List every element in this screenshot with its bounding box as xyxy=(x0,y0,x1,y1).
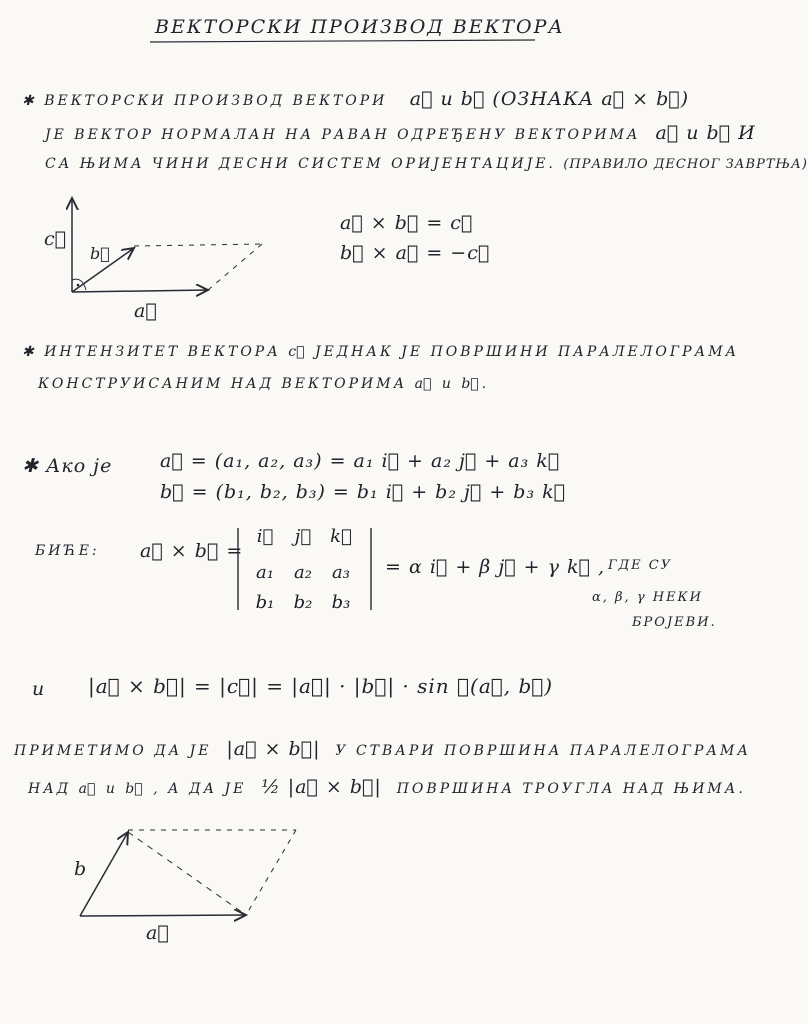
det-cell: a₃ xyxy=(332,562,350,583)
bullet-star-icon: ✱ xyxy=(22,344,45,360)
det-cell: a₁ xyxy=(256,562,274,583)
vector-a-arrow-2 xyxy=(80,915,246,916)
gde-su: ГДЕ СУ xyxy=(608,558,673,573)
det-lhs: a⃗ × b⃗ = xyxy=(140,540,244,562)
cross-eq-1: a⃗ × b⃗ = c⃗ xyxy=(340,212,474,234)
note-line-1-math: |a⃗ × b⃗| xyxy=(226,738,321,760)
det-cell: a₂ xyxy=(294,562,312,583)
definition-line-3-text: СА ЊИМА ЧИНИ ДЕСНИ СИСТЕМ ОРИЈЕНТАЦИЈЕ. xyxy=(45,156,556,172)
b-definition: b⃗ = (b₁, b₂, b₃) = b₁ i⃗ + b₂ j⃗ + b₃ k⃗ xyxy=(160,481,567,503)
label-a-2: a⃗ xyxy=(146,922,170,944)
label-b-2: b xyxy=(74,858,88,880)
abg-note: α, β, γ НЕКИ xyxy=(592,590,703,605)
page-title: ВЕКТОРСКИ ПРОИЗВОД ВЕКТОРА xyxy=(155,16,565,38)
definition-line-1-math: a⃗ и b⃗ (ОЗНАКА a⃗ × b⃗) xyxy=(409,88,690,110)
and-label: и xyxy=(32,678,46,700)
det-cell: b₃ xyxy=(331,592,351,613)
det-rhs: = α i⃗ + β j⃗ + γ k⃗ , xyxy=(385,556,606,578)
bullet-star-icon: ✱ xyxy=(22,455,46,477)
modulus-formula: |a⃗ × b⃗| = |c⃗| = |a⃗| · |b⃗| · sin ∢(a⃗, b⃗) xyxy=(88,674,554,698)
intensity-line-2: КОНСТРУИСАНИМ НАД ВЕКТОРИМА a⃗ и b⃗. xyxy=(38,376,490,392)
definition-line-3-note: (ПРАВИЛО ДЕСНОГ ЗАВРТЊА) xyxy=(563,157,808,172)
det-cell: b₁ xyxy=(255,592,275,613)
vector-b-arrow-2 xyxy=(80,832,128,916)
bullet-star-icon: ✱ xyxy=(22,93,45,109)
brojevi-note: БРОЈЕВИ. xyxy=(632,615,717,630)
label-a: a⃗ xyxy=(134,300,158,322)
definition-line-1-text: ВЕКТОРСКИ ПРОИЗВОД ВЕКТОРИ xyxy=(44,93,388,109)
det-cell: i⃗ xyxy=(256,526,274,547)
definition-line-2-text: ЈЕ ВЕКТОР НОРМАЛАН НА РАВАН ОДРЕЂЕНУ ВЕКТОРИМА xyxy=(45,127,641,143)
coords-ako: Ако је xyxy=(45,455,113,477)
note-line-1-a: ПРИМЕТИМО ДА ЈЕ xyxy=(14,743,212,759)
label-b: b⃗ xyxy=(90,244,111,263)
a-definition: a⃗ = (a₁, a₂, a₃) = a₁ i⃗ + a₂ j⃗ + a₃ k⃗ xyxy=(160,450,561,472)
det-cell: j⃗ xyxy=(294,526,312,547)
note-line-1-c: У СТВАРИ ПОВРШИНА ПАРАЛЕЛОГРАМА xyxy=(335,743,751,759)
bice-label: БИЋЕ: xyxy=(35,543,100,559)
note-line-2-a: НАД a⃗ и b⃗ , А ДА ЈЕ xyxy=(28,781,247,797)
label-c: c⃗ xyxy=(44,228,68,250)
intensity-line-1-text: ИНТЕНЗИТЕТ ВЕКТОРА c⃗ ЈЕДНАК ЈЕ ПОВРШИНИ ПАРАЛЕЛОГРАМА xyxy=(44,344,740,360)
definition-line-2-math: a⃗ и b⃗ И xyxy=(655,122,756,144)
det-cell: k⃗ xyxy=(330,526,352,547)
note-line-2-math: ½ |a⃗ × b⃗| xyxy=(261,776,382,798)
cross-eq-2: b⃗ × a⃗ = −c⃗ xyxy=(340,242,491,264)
det-cell: b₂ xyxy=(293,592,313,613)
note-line-2-c: ПОВРШИНА ТРОУГЛА НАД ЊИМА. xyxy=(396,781,746,797)
